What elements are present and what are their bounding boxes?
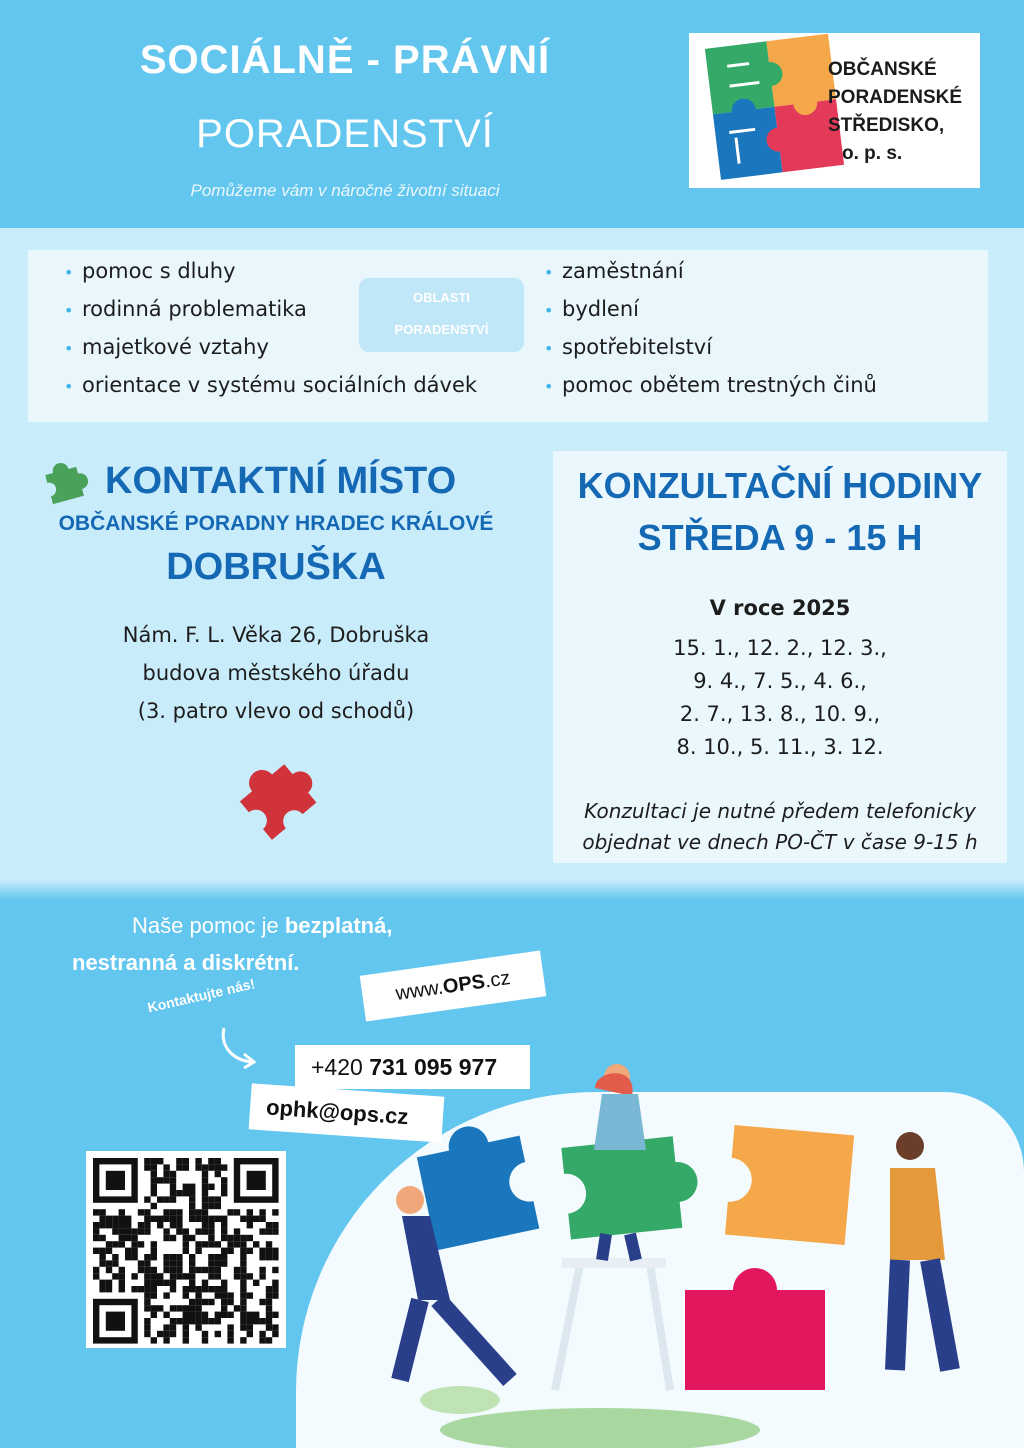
arrow-icon (214, 1024, 264, 1070)
services-list-right (544, 252, 877, 404)
dates-list (553, 632, 1007, 764)
services-tag-line: OBLASTI (412, 290, 471, 305)
note-line: Konzultaci je nutné předem telefonicky (584, 799, 976, 823)
logo-line: OBČANSKÉ (828, 59, 937, 80)
phone-prefix: +420 (311, 1054, 370, 1080)
services-tag-line: PORADENSTVÍ (394, 322, 489, 337)
dates-line: 9. 4., 7. 5., 4. 6., (693, 669, 867, 693)
dates-line: 8. 10., 5. 11., 3. 12. (676, 735, 884, 759)
free-help-bold: bezplatná, (284, 913, 393, 938)
website-suffix: .cz (483, 967, 512, 993)
year-heading: V roce 2025 (709, 596, 851, 620)
service-label: bydlení (562, 297, 639, 321)
logo-text (828, 56, 962, 168)
dates-line: 2. 7., 13. 8., 10. 9., (679, 702, 881, 726)
list-item: • rodinná problematika (64, 297, 307, 321)
service-label: rodinná problematika (82, 297, 307, 321)
page-title: SOCIÁLNĚ - PRÁVNÍ (139, 38, 551, 82)
website-prefix: www. (394, 976, 445, 1005)
address-line: Nám. F. L. Věka 26, Dobruška (122, 623, 430, 647)
website-link[interactable] (360, 951, 547, 1022)
contact-us-label: Kontaktujte nás! (146, 975, 257, 1016)
email-link[interactable]: ophk@ops.cz (249, 1083, 445, 1142)
services-tag (359, 278, 524, 352)
service-label: zaměstnání (562, 259, 684, 283)
logo-line: STŘEDISKO, (828, 115, 945, 136)
free-help-text-line2: nestranná a diskrétní. (72, 950, 300, 975)
service-label: spotřebitelství (562, 335, 713, 359)
list-item: • majetkové vztahy (64, 335, 269, 359)
contact-place-subtitle: OBČANSKÉ PORADNY HRADEC KRÁLOVÉ (58, 512, 494, 535)
free-help-text (132, 913, 392, 939)
list-item: • pomoc obětem trestných činů (544, 373, 877, 397)
tagline: Pomůžeme vám v náročné životní situaci (190, 181, 500, 200)
note-line: objednat ve dnech PO-ČT v čase 9-15 h (582, 830, 978, 854)
people-puzzle-illustration (370, 1050, 990, 1448)
red-puzzle-icon (226, 748, 332, 852)
logo-line: o. p. s. (842, 143, 903, 164)
contact-place-title: KONTAKTNÍ MÍSTO (105, 460, 457, 502)
address-line: budova městského úřadu (142, 661, 410, 685)
green-puzzle-icon (40, 458, 92, 508)
hours-title-line: KONZULTAČNÍ HODINY (577, 465, 983, 506)
qr-code[interactable] (86, 1151, 286, 1348)
address-line: (3. patro vlevo od schodů) (137, 699, 415, 723)
list-item: • bydlení (544, 297, 639, 321)
logo-line: PORADENSKÉ (828, 87, 963, 108)
contact-place-city: DOBRUŠKA (166, 546, 386, 588)
service-label: majetkové vztahy (82, 335, 269, 359)
hours-title (553, 460, 1007, 564)
address (0, 616, 552, 730)
hours-title-line: STŘEDA 9 - 15 H (637, 517, 923, 558)
qr-code-icon (86, 1151, 286, 1348)
page-subtitle: PORADENSTVÍ (196, 112, 494, 156)
website-bold: OPS (441, 970, 487, 999)
phone-number: 731 095 977 (369, 1054, 498, 1080)
list-item: • zaměstnání (544, 259, 684, 283)
list-item: • orientace v systému sociálních dávek (64, 373, 478, 397)
booking-note (553, 796, 1007, 858)
service-label: pomoc obětem trestných činů (562, 373, 877, 397)
service-label: orientace v systému sociálních dávek (82, 373, 478, 397)
dates-line: 15. 1., 12. 2., 12. 3., (673, 636, 887, 660)
list-item: • pomoc s dluhy (64, 259, 236, 283)
free-help-prefix: Naše pomoc je (132, 913, 285, 938)
service-label: pomoc s dluhy (82, 259, 236, 283)
list-item: • spotřebitelství (544, 335, 713, 359)
